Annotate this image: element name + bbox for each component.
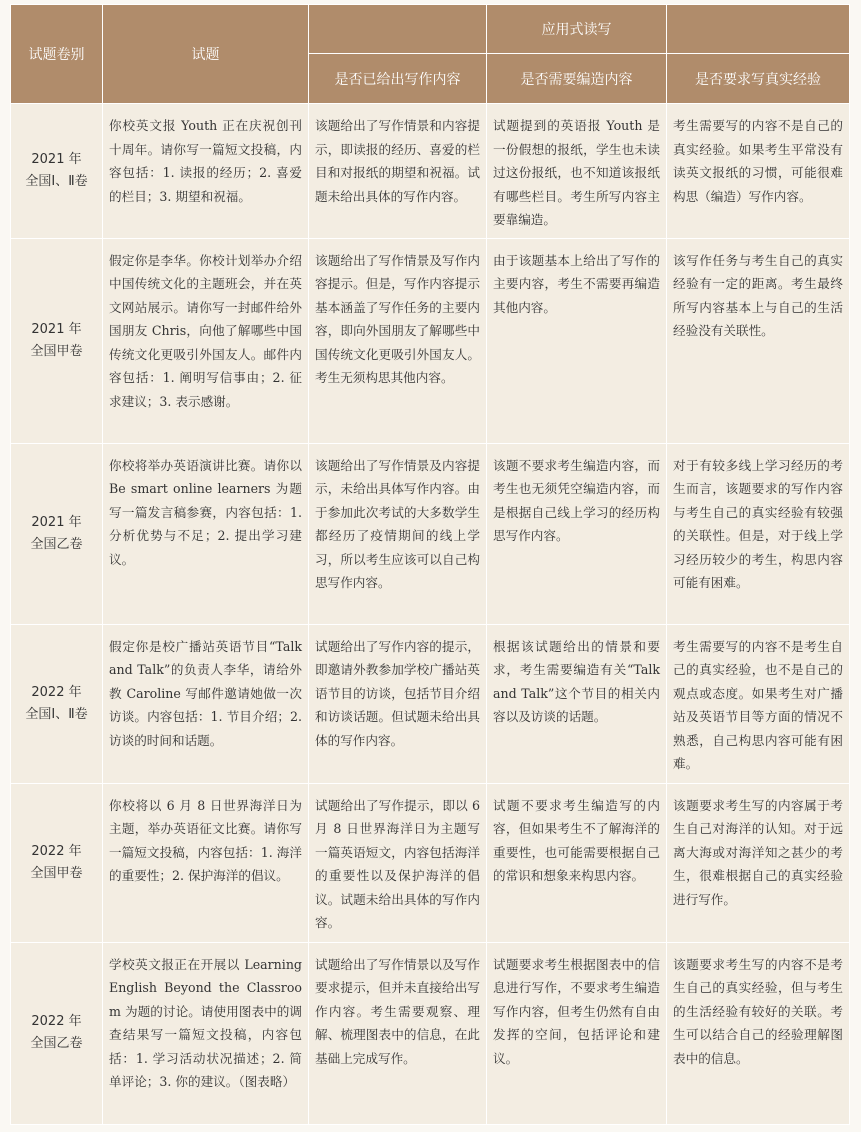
- header-real: 是否要求写真实经验: [667, 54, 850, 104]
- question-cell: 你校将以 6 月 8 日世界海洋日为主题，举办英语征文比赛。请你写一篇短文投稿，内容包括：1. 海洋的重要性；2. 保护海洋的倡议。: [103, 783, 309, 942]
- paper-label: 全国乙卷: [30, 536, 83, 552]
- year-label: 2022 年: [31, 684, 82, 700]
- given-cell: 该题给出了写作情景及内容提示，未给出具体写作内容。由于参加此次考试的大多数学生都经历了疫情期间的线上学习，所以考生应该可以自己构思写作内容。: [309, 443, 487, 624]
- paper-cell: [11, 783, 103, 942]
- given-cell: 该题给出了写作情景及写作内容提示。但是，写作内容提示基本涵盖了写作任务的主要内容，即向外国朋友了解哪些中国传统文化更吸引外国友人。考生无须构思其他内容。: [309, 238, 487, 443]
- header-paper: 试题卷别: [11, 5, 103, 104]
- header-group-title: 应用式读写: [487, 5, 667, 54]
- year-label: 2022 年: [31, 1014, 82, 1029]
- fabricate-cell: 试题要求考生根据图表中的信息进行写作，不要求考生编造写作内容，但考生仍然有自由发挥的空间，包括评论和建议。: [487, 942, 667, 1124]
- table-header: [11, 5, 850, 104]
- given-cell: 试题给出了写作内容的提示，即邀请外教参加学校广播站英语节目的访谈，包括节目介绍和访谈话题。但试题未给出具体的写作内容。: [309, 624, 487, 783]
- fabricate-cell: 试题提到的英语报 Youth 是一份假想的报纸，学生也未读过这份报纸，也不知道该报纸有哪些栏目。考生所写内容主要靠编造。: [487, 104, 667, 239]
- paper-label: 全国Ⅰ、Ⅱ卷: [25, 706, 88, 722]
- table-row: [11, 443, 850, 624]
- paper-label: 全国甲卷: [30, 343, 83, 359]
- table-body: [11, 104, 850, 1125]
- fabricate-cell: 试题不要求考生编造写的内容，但如果考生不了解海洋的重要性，也可能需要根据自己的常识和想象来构思内容。: [487, 783, 667, 942]
- real-cell: 该写作任务与考生自己的真实经验有一定的距离。考生最终所写内容基本上与自己的生活经验没有关联性。: [667, 238, 850, 443]
- year-label: 2021 年: [31, 514, 82, 530]
- paper-cell: [11, 443, 103, 624]
- real-cell: 考生需要写的内容不是自己的真实经验。如果考生平常没有读英文报纸的习惯，可能很难构思（编造）写作内容。: [667, 104, 850, 239]
- year-label: 2022 年: [31, 843, 82, 859]
- question-cell: 假定你是李华。你校计划举办介绍中国传统文化的主题班会，并在英文网站展示。请你写一封邮件给外国朋友 Chris，向他了解哪些中国传统文化更吸引外国友人。邮件内容包括：1. 阐明写信事由；2. 征求建议；3. 表示感谢。: [103, 238, 309, 443]
- header-blank: [309, 5, 487, 54]
- paper-cell: [11, 104, 103, 239]
- table-row: [11, 238, 850, 443]
- table-row: [11, 624, 850, 783]
- paper-cell: [11, 238, 103, 443]
- real-cell: 该题要求考生写的内容不是考生自己的真实经验，但与考生的生活经验有较好的关联。考生可以结合自己的经验理解图表中的信息。: [667, 942, 850, 1124]
- question-cell: 学校英文报正在开展以 Learning English Beyond the Classroom 为题的讨论。请使用图表中的调查结果写一篇短文投稿，内容包括：1. 学习活动状况描述；2. 简单评论；3. 你的建议。（图表略）: [103, 942, 309, 1124]
- question-cell: 你校英文报 Youth 正在庆祝创刊十周年。请你写一篇短文投稿，内容包括：1. 读报的经历；2. 喜爱的栏目；3. 期望和祝福。: [103, 104, 309, 239]
- real-cell: 考生需要写的内容不是考生自己的真实经验，也不是自己的观点或态度。如果考生对广播站及英语节目等方面的情况不熟悉，自己构思内容可能有困难。: [667, 624, 850, 783]
- fabricate-cell: 该题不要求考生编造内容，而考生也无须凭空编造内容，而是根据自己线上学习的经历构思写作内容。: [487, 443, 667, 624]
- paper-label: 全国乙卷: [30, 1036, 83, 1051]
- header-fabricate: 是否需要编造内容: [487, 54, 667, 104]
- given-cell: 试题给出了写作情景以及写作要求提示，但并未直接给出写作内容。考生需要观察、理解、梳理图表中的信息，在此基础上完成写作。: [309, 942, 487, 1124]
- paper-label: 全国Ⅰ、Ⅱ卷: [25, 173, 88, 189]
- table-row: [11, 783, 850, 942]
- paper-cell: [11, 624, 103, 783]
- year-label: 2021 年: [31, 151, 82, 167]
- year-label: 2021 年: [31, 321, 82, 337]
- real-cell: 该题要求考生写的内容属于考生自己对海洋的认知。对于远离大海或对海洋知之甚少的考生，很难根据自己的真实经验进行写作。: [667, 783, 850, 942]
- given-cell: 试题给出了写作提示，即以 6 月 8 日世界海洋日为主题写一篇英语短文，内容包括海洋的重要性以及保护海洋的倡议。试题未给出具体的写作内容。: [309, 783, 487, 942]
- paper-cell: [11, 942, 103, 1124]
- fabricate-cell: 由于该题基本上给出了写作的主要内容，考生不需要再编造其他内容。: [487, 238, 667, 443]
- header-blank: [667, 5, 850, 54]
- table-row: [11, 104, 850, 239]
- header-question: 试题: [103, 5, 309, 104]
- question-cell: 假定你是校广播站英语节目“Talk and Talk”的负责人李华，请给外教 Caroline 写邮件邀请她做一次访谈。内容包括：1. 节目介绍；2. 访谈的时间和话题。: [103, 624, 309, 783]
- given-cell: 该题给出了写作情景和内容提示，即读报的经历、喜爱的栏目和对报纸的期望和祝福。试题未给出具体的写作内容。: [309, 104, 487, 239]
- fabricate-cell: 根据该试题给出的情景和要求，考生需要编造有关“Talk and Talk”这个节目的相关内容以及访谈的话题。: [487, 624, 667, 783]
- table-row: [11, 942, 850, 1124]
- paper-label: 全国甲卷: [30, 865, 83, 881]
- real-cell: 对于有较多线上学习经历的考生而言，该题要求的写作内容与考生自己的真实经验有较强的关联性。但是，对于线上学习经历较少的考生，构思内容可能有困难。: [667, 443, 850, 624]
- header-given: 是否已给出写作内容: [309, 54, 487, 104]
- question-cell: 你校将举办英语演讲比赛。请你以 Be smart online learners 为题写一篇发言稿参赛，内容包括：1. 分析优势与不足；2. 提出学习建议。: [103, 443, 309, 624]
- comparison-table: [10, 4, 850, 1125]
